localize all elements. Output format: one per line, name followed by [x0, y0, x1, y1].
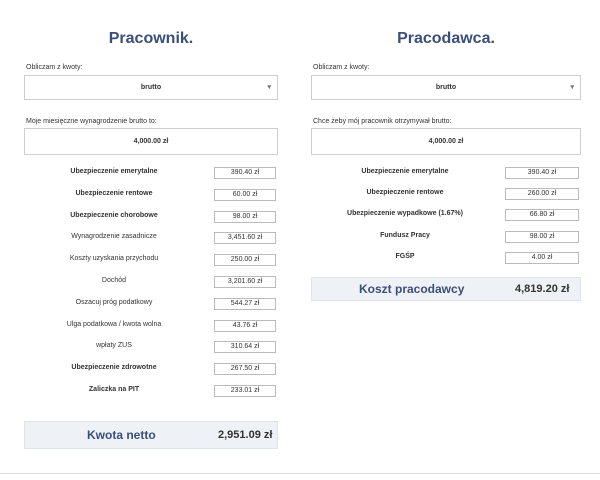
- employer-row: [311, 188, 581, 200]
- employee-row-value: 267.50 zł: [214, 363, 276, 375]
- employer-total-label: Koszt pracodawcy: [359, 282, 465, 296]
- employee-row-label: Dochód: [101, 277, 127, 284]
- employer-title: Pracodawca.: [397, 30, 495, 47]
- employee-row-value: 250.00 zł: [214, 254, 276, 266]
- employer-row-value: 260.00 zł: [505, 188, 579, 200]
- employee-row-value: 60.00 zł: [214, 189, 276, 201]
- employee-row-value: 390.40 zł: [214, 167, 276, 179]
- employer-calc-from-label: Obliczam z kwoty:: [313, 64, 370, 71]
- employee-row-label: wpłaty ZUS: [96, 342, 132, 350]
- employee-row: [24, 276, 278, 288]
- employer-row: [311, 167, 581, 179]
- employer-row-label: Ubezpieczenie rentowe: [366, 189, 444, 197]
- page-bottom-divider: [0, 473, 600, 474]
- employee-row: [24, 254, 278, 266]
- employee-row-label: Oszacuj próg podatkowy: [75, 298, 153, 306]
- employer-calc-from-select[interactable]: [311, 75, 581, 100]
- net-total-value: 2,951.09 zł: [218, 429, 273, 441]
- employer-row-value: 66.80 zł: [505, 209, 579, 221]
- employee-salary-label: Moje miesięczne wynagrodzenie brutto to:: [26, 118, 157, 125]
- employer-row-label: Ubezpieczenie wypadkowe (1.67%): [347, 210, 463, 218]
- employer-row: [311, 209, 581, 221]
- employee-net-total: [24, 421, 278, 449]
- employer-cost-total: [311, 277, 581, 301]
- employee-row: [24, 189, 278, 201]
- employer-row: [311, 231, 581, 243]
- employee-row: [24, 211, 278, 223]
- employee-title: Pracownik.: [108, 30, 194, 47]
- employer-salary-label: Chce żeby mój pracownik otrzymywał brutto:: [313, 118, 452, 125]
- employee-row: [24, 385, 278, 397]
- employer-row: [311, 252, 581, 264]
- employee-row: [24, 341, 278, 353]
- employee-row-value: 544.27 zł: [214, 298, 276, 310]
- employee-row-value: 3,451.60 zł: [214, 232, 276, 244]
- employee-row-value: 3,201.60 zł: [214, 276, 276, 288]
- employee-row-label: Ulga podatkowa / kwota wolna: [66, 320, 162, 328]
- employee-row: [24, 232, 278, 244]
- employee-row: [24, 298, 278, 310]
- employee-row-value: 43.76 zł: [214, 320, 276, 332]
- employer-row-label: FGŚP: [395, 252, 415, 260]
- employer-row-label: Ubezpieczenie emerytalne: [361, 168, 449, 175]
- employer-calc-from-value: brutto: [435, 84, 457, 91]
- employee-row-label: Ubezpieczenie emerytalne: [70, 168, 158, 175]
- employee-row-label: Zaliczka na PIT: [88, 386, 140, 393]
- employee-row-label: Ubezpieczenie rentowe: [75, 189, 153, 197]
- employee-salary-input[interactable]: 4,000.00 zł: [24, 128, 278, 155]
- employer-salary-input[interactable]: 4,000.00 zł: [311, 128, 581, 155]
- employee-row-value: 310.64 zł: [214, 341, 276, 353]
- employer-total-value: 4,819.20 zł: [515, 283, 570, 295]
- employee-row-label: Ubezpieczenie chorobowe: [70, 211, 158, 219]
- net-total-label: Kwota netto: [87, 428, 156, 442]
- employee-row-label: Ubezpieczenie zdrowotne: [71, 364, 157, 372]
- employee-calc-from-select[interactable]: [24, 75, 278, 100]
- employee-row: [24, 320, 278, 332]
- employee-row-value: 98.00 zł: [214, 211, 276, 223]
- employee-row: [24, 167, 278, 179]
- employee-row-label: Koszty uzyskania przychodu: [69, 255, 159, 263]
- employee-row-value: 233.01 zł: [214, 385, 276, 397]
- employee-calc-from-label: Obliczam z kwoty:: [26, 64, 83, 71]
- employer-row-label: Fundusz Pracy: [380, 231, 430, 239]
- chevron-down-icon: ▾: [267, 84, 271, 91]
- employee-calc-from-value: brutto: [140, 84, 162, 91]
- employee-row: [24, 363, 278, 375]
- employer-row-value: 390.40 zł: [505, 167, 579, 179]
- employer-row-value: 98.00 zł: [505, 231, 579, 243]
- employee-row-label: Wynagrodzenie zasadnicze: [71, 233, 157, 241]
- chevron-down-icon: ▾: [570, 84, 574, 91]
- employer-row-value: 4.00 zł: [505, 252, 579, 264]
